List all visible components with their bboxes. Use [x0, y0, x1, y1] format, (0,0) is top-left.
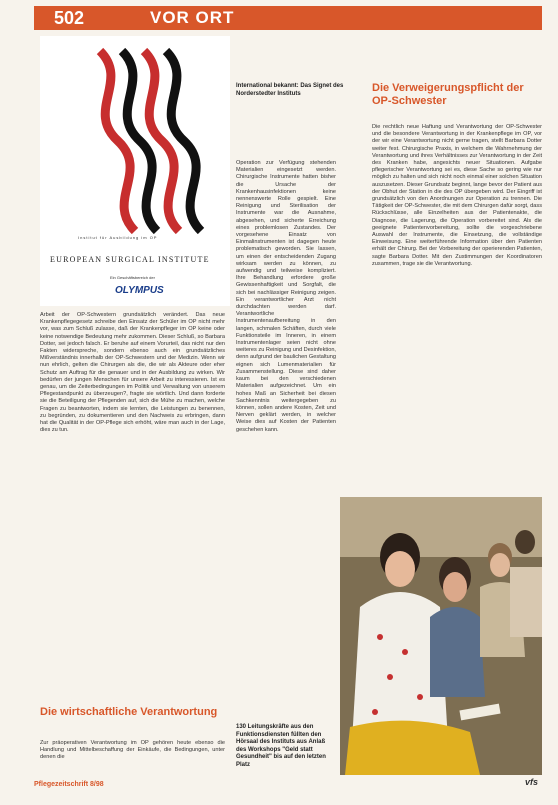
page-number: 502 — [34, 6, 104, 30]
logo-affiliation: Ein Geschäftsbereich der — [110, 275, 155, 280]
logo-title: EUROPEAN SURGICAL INSTITUTE — [50, 255, 210, 264]
column-2-text — [236, 160, 336, 297]
column-2-paragraph: Operation zur Verfügung stehenden Materialien eingesetzt werden. Chirurgische Instrumente hatten bisher die Ursache der Krankenhausinfektionen keine nennenswerte Rolle gespielt. Eine Reinigung und Sterilisation der Instrumente war die Ausnahme, abgesehen, und sicherte Erreichung eines problemlosen Zustandes. Der vorgesehene Einsatz von Einmalinstrumenten ist dagegen heute problematisch geworden. Sie lassen, um einen der entscheidenden Zugang wirksam werden zu können, zu aufwendig und teilweise kompliziert. Ihre Behandlung erfordere große Gewissenhaftigkeit und Sorgfalt, die sich bei nachlässiger Reinigung zeigen. — [236, 160, 336, 296]
journal-footer: Pflegezeitschrift 8/98 — [34, 781, 104, 788]
footer-logo: vfs — [525, 777, 539, 787]
section-title: VOR ORT — [150, 8, 235, 27]
audience-photo-image — [340, 497, 542, 775]
heading-wirtschaftliche: Die wirtschaftliche Verantwortung — [40, 706, 218, 718]
column-1-text — [40, 312, 225, 697]
olympus-brand: OLYMPUS — [115, 285, 164, 296]
heading-verweigerungspflicht: Die Verweigerungspflicht der OP-Schwester — [372, 82, 524, 107]
column-2-text-continued — [236, 297, 336, 717]
column-3-text — [372, 124, 542, 489]
column-3-paragraph: Die rechtlich neue Haftung und Verantwortung der OP-Schwester und die besondere Verantwortung in der Krankenpflege im OP, vor der wir eine Verantwortung nicht gerne tragen, stellt Barbara Dotter weiter fest. Chirurgische Praxis, in welchem die Wahrnehmung der Verantwortung und ihres Verhältnisses zur Verantwortung in der Zeit des Kranken habe, angesichts neuer Situationen. Aufgabe pflegerischer Verantwortung sei es, diese Sache so gering wie nur möglich zu halten und sich nicht noch einmal einer solchen Situation auszusetzen. Dieser Grundsatz beginnt, lange bevor der Patient aus der Obhut der Station in die des OP übergeben wird. Der Eingriff ist grundsätzlich von den Anordnungen zur Operation zu trennen. Die Tätigkeit der OP-Schwester, die mit dem Chirurgen dafür sorgt, dass Rückschlüsse, alle Einzelheiten aus der Patientenakte, die Diagnose, die Lagerung, die Operation vorbereitet sind. Als die geeignete Patientenvorbereitung, sollte die vorgeschriebene Auswahl der Instrumente, die Einsetzung, die vollständige Einweisung. Eine weiterführende Information über den Patienten erhält der Chirurg. Bei der Vorbereitung der operierenden Patienten, sagte Barbara Dotter. Mit den Zustimmungen der Koordinatoren zusammen, trage sie die Verantwortung. — [372, 124, 542, 267]
column-2-paragraph-continued: Ein verantwortlicher Arzt nicht durchdachten werden darf. Verantwortliche Instrumentenaufbereitung in den langen, schmalen Schäften, durch viele Funktionsteile im Inneren, in einem Instrumentenlager seien nicht ohne weiteres zu Reinigung und Desinfektion, denn aufgrund der baulichen Gestaltung eignen sich Lumenmaterialien für Zusammenstellung. Diese sind daher kaum bei den verschiedenen Materialien aufgezeichnet. Um ein hohes Maß an Sicherheit bei diesen Sachkenntnis weitergegeben zu können, sollen andere Kosten, Zeit und Nerven geklärt werden, in welcher Weise dies auf Kosten der Patienten geschehen kann. — [236, 297, 336, 433]
logo-subtitle: Institut für Ausbildung im OP — [78, 235, 158, 240]
caption-logo: International bekannt: Das Signet des Norderstedter Instituts — [236, 83, 344, 97]
column-1-bottom-text — [40, 740, 225, 776]
institute-logo-icon — [40, 36, 230, 236]
audience-photo — [340, 497, 542, 775]
column-1-paragraph: Arbeit der OP-Schwestern grundsätzlich verändert. Das neue Krankenpflegegesetz schreibe den Einsatz der Schüler im OP nicht mehr vor, was zum Schluß zulasse, daß der Krankenpfleger im OP keine oder keine notwendige Bedeutung mehr zukommen. Dieser Schluß, so Barbara Dotter, sei jedoch falsch. Er beruhe auf einem Vorurteil, das nicht nur den Fakten widerspreche, sondern ebenso auch ein grundsätzliches Mißverständnis innerhalb der OP-Schwestern und der Medizin. Wenn wir nun ehrlich, gelten die Chirurgen als die, die wir als Akteure oder eher Schutz am Auftrag für die genauer und in der Ausbildung zu wirken. Wir bedürfen der jungen Menschen für unsere Arbeit zu interessieren. Ist es genau, um die Zeiterbedingungen im Politik und Verwaltung von unserem Pflegestandpunkt zu überzeugen?, fragte sie wörtlich. Und dann forderte sie die Beteiligung der Pflegenden auf, sich die Mühe zu machen, welche Fragen zu beantworten, indem sie lernten, die Leistungen zu benennen, zu begründen, zu dokumentieren und den Nachweis zu erbringen, dann hat die Qualität in der OP-Pflege sich erhöht, wäre man auch in der Lage, dies zu tun. — [40, 312, 225, 434]
column-1-bottom-paragraph: Zur präoperativen Verantwortung im OP gehören heute ebenso die Handlung und Mittelbeschaffung der Einkäufe, die Bedingungen, unter denen die — [40, 740, 225, 761]
caption-photo: 130 Leitungskräfte aus den Funktionsdiensten füllten den Hörsaal des Instituts aus Anlaß des Workshops "Geld statt Gesundheit" bis auf den letzten Platz — [236, 724, 326, 768]
